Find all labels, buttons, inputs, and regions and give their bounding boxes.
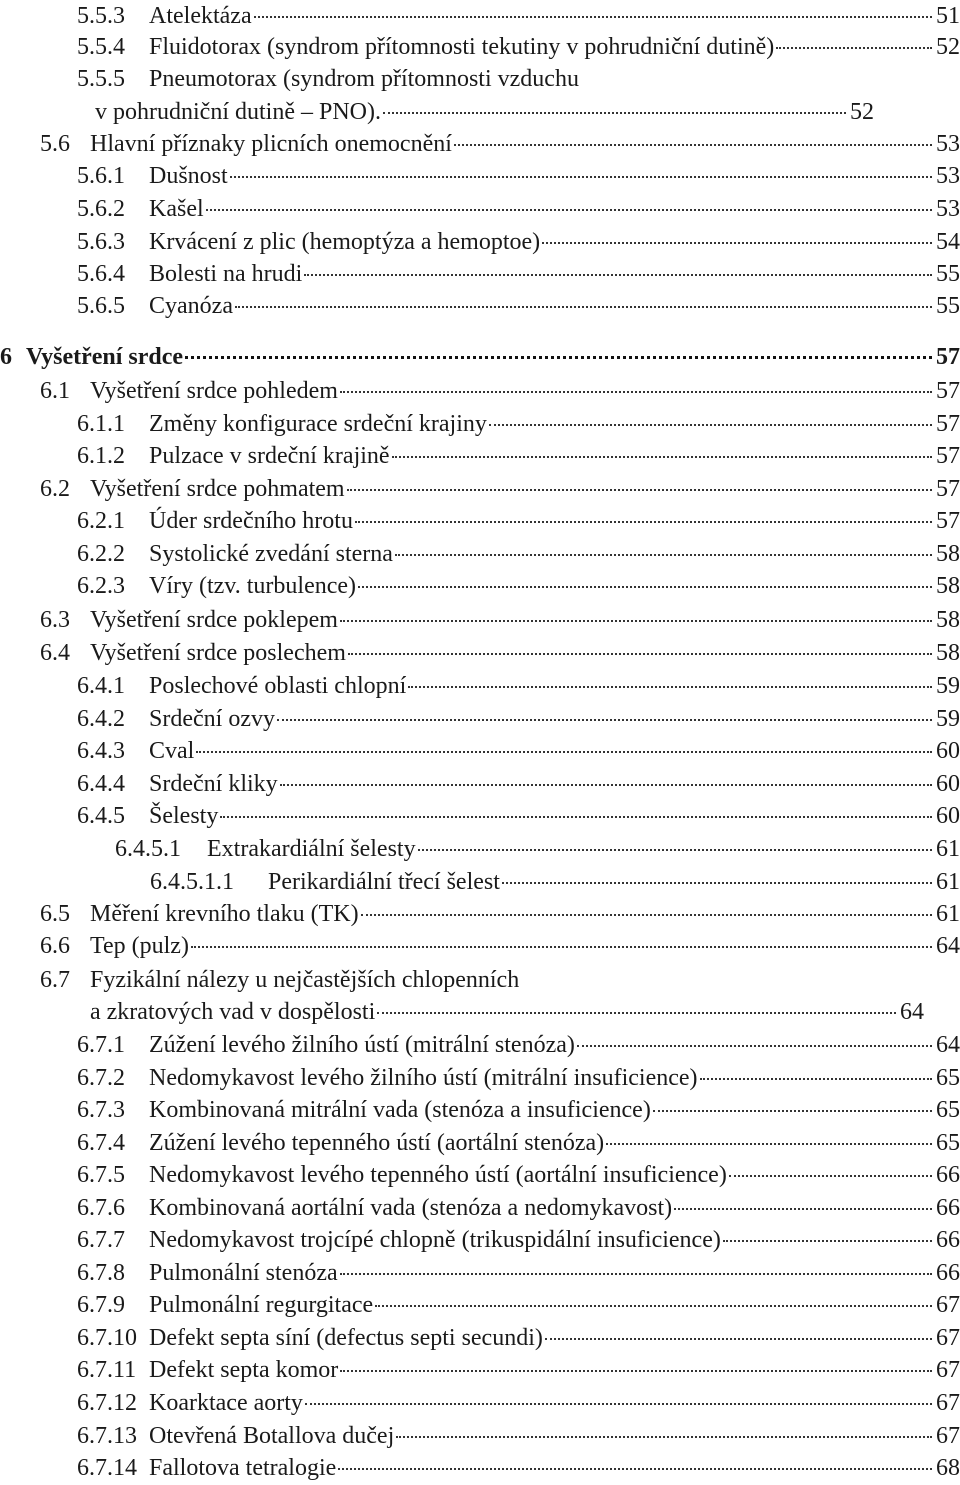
dot-leader xyxy=(454,144,932,146)
entry-number: 6.7 xyxy=(40,967,70,993)
toc-entry[interactable] xyxy=(0,930,960,962)
entry-title: Tep (pulz) xyxy=(90,933,189,959)
entry-page-number: 54 xyxy=(936,229,960,255)
toc-entry[interactable] xyxy=(0,703,960,735)
entry-title: Nedomykavost trojcípé chlopně (trikuspidální insuficience) xyxy=(149,1227,721,1253)
entry-title: Vyšetření srdce pohledem xyxy=(90,378,338,404)
entry-title: Extrakardiální šelesty xyxy=(207,836,416,862)
entry-title: Úder srdečního hrotu xyxy=(149,508,353,534)
dot-leader xyxy=(502,882,932,884)
dot-leader xyxy=(338,1468,932,1470)
toc-entry[interactable] xyxy=(0,1322,960,1354)
entry-title: Fallotova tetralogie xyxy=(149,1455,337,1481)
toc-entry[interactable] xyxy=(0,604,960,636)
entry-number: 6.7.2 xyxy=(77,1065,125,1091)
toc-entry[interactable] xyxy=(0,670,960,702)
toc-entry[interactable] xyxy=(0,898,960,930)
toc-entry[interactable] xyxy=(0,160,960,192)
entry-title: Koarktace aorty xyxy=(149,1390,303,1416)
entry-number: 6.4.5.1.1 xyxy=(150,869,234,895)
dot-leader xyxy=(340,1370,932,1372)
entry-page-number: 67 xyxy=(936,1357,960,1383)
toc-entry[interactable] xyxy=(0,505,960,537)
entry-page-number: 64 xyxy=(900,999,924,1025)
entry-page-number: 57 xyxy=(936,378,960,404)
entry-title: Srdeční kliky xyxy=(149,771,278,797)
entry-number: 5.6.5 xyxy=(77,293,125,319)
entry-title: Kombinovaná aortální vada (stenóza a nedomykavost) xyxy=(149,1195,673,1221)
toc-entry[interactable] xyxy=(0,63,960,95)
dot-leader xyxy=(340,620,932,622)
entry-page-number: 67 xyxy=(936,1325,960,1351)
dot-leader xyxy=(196,751,932,753)
toc-entry[interactable] xyxy=(0,375,960,407)
entry-title: v pohrudniční dutině – PNO). xyxy=(95,99,381,125)
entry-title: Kombinovaná mitrální vada (stenóza a insuficience) xyxy=(149,1097,651,1123)
entry-page-number: 58 xyxy=(936,573,960,599)
dot-leader xyxy=(185,356,932,359)
entry-page-number: 59 xyxy=(936,706,960,732)
dot-leader xyxy=(377,1012,896,1014)
entry-number: 6.1 xyxy=(40,378,70,404)
entry-title: Nedomykavost levého tepenného ústí (aortální insuficience) xyxy=(149,1162,727,1188)
toc-entry[interactable] xyxy=(0,637,960,669)
dot-leader xyxy=(392,456,932,458)
toc-entry[interactable] xyxy=(0,473,960,505)
dot-leader xyxy=(340,391,932,393)
toc-entry[interactable] xyxy=(0,735,960,767)
entry-page-number: 60 xyxy=(936,738,960,764)
entry-title: Zúžení levého tepenného ústí (aortální stenóza) xyxy=(149,1130,605,1156)
dot-leader xyxy=(545,1338,932,1340)
entry-number: 6.7.4 xyxy=(77,1130,125,1156)
entry-title: Pulmonální regurgitace xyxy=(149,1292,374,1318)
entry-title: Měření krevního tlaku (TK) xyxy=(90,901,359,927)
toc-entry[interactable] xyxy=(0,538,960,570)
entry-page-number: 60 xyxy=(936,771,960,797)
dot-leader xyxy=(674,1208,932,1210)
entry-number: 6.7.5 xyxy=(77,1162,125,1188)
toc-entry[interactable] xyxy=(0,408,960,440)
entry-title: Změny konfigurace srdeční krajiny xyxy=(149,411,487,437)
toc-entry[interactable] xyxy=(0,1224,960,1256)
toc-entry[interactable] xyxy=(0,996,960,1028)
entry-title: Kašel xyxy=(149,196,204,222)
entry-page-number: 66 xyxy=(936,1260,960,1286)
toc-entry[interactable] xyxy=(0,341,960,373)
entry-title: Defekt septa síní (defectus septi secundi) xyxy=(149,1325,543,1351)
entry-title: Systolické zvedání sterna xyxy=(149,541,393,567)
dot-leader xyxy=(383,112,846,114)
entry-number: 6.7.1 xyxy=(77,1032,125,1058)
dot-leader xyxy=(304,274,932,276)
toc-entry[interactable] xyxy=(0,1257,960,1289)
entry-number: 5.5.3 xyxy=(77,3,125,29)
entry-number: 5.5.4 xyxy=(77,34,125,60)
dot-leader xyxy=(395,554,932,556)
dot-leader xyxy=(729,1175,932,1177)
entry-number: 6 xyxy=(0,344,12,370)
toc-entry[interactable] xyxy=(0,1289,960,1321)
entry-number: 6.7.8 xyxy=(77,1260,125,1286)
entry-number: 6.2.2 xyxy=(77,541,125,567)
dot-leader xyxy=(235,306,932,308)
entry-title: Vyšetření srdce pohmatem xyxy=(90,476,345,502)
entry-title: Šelesty xyxy=(149,803,219,829)
toc-entry[interactable] xyxy=(0,0,960,32)
entry-page-number: 51 xyxy=(936,3,960,29)
toc-entry[interactable] xyxy=(0,1062,960,1094)
entry-title: Krvácení z plic (hemoptýza a hemoptoe) xyxy=(149,229,541,255)
toc-entry[interactable] xyxy=(0,1420,960,1452)
entry-page-number: 64 xyxy=(936,1032,960,1058)
entry-page-number: 66 xyxy=(936,1162,960,1188)
entry-number: 6.2.1 xyxy=(77,508,125,534)
entry-title: Atelektáza xyxy=(149,3,252,29)
dot-leader xyxy=(396,1436,932,1438)
dot-leader xyxy=(418,849,932,851)
entry-page-number: 59 xyxy=(936,673,960,699)
entry-title: Fyzikální nálezy u nejčastějších chlopenních xyxy=(90,967,520,993)
entry-number: 6.4.4 xyxy=(77,771,125,797)
dot-leader xyxy=(723,1240,932,1242)
toc-entry[interactable] xyxy=(0,1127,960,1159)
toc-entry[interactable] xyxy=(0,866,960,898)
entry-number: 6.4.3 xyxy=(77,738,125,764)
entry-page-number: 65 xyxy=(936,1065,960,1091)
entry-number: 6.7.3 xyxy=(77,1097,125,1123)
entry-title: Otevřená Botallova dučej xyxy=(149,1423,395,1449)
entry-title: Vyšetření srdce poslechem xyxy=(90,640,346,666)
entry-page-number: 57 xyxy=(936,344,960,370)
dot-leader xyxy=(408,686,932,688)
toc-entry[interactable] xyxy=(0,1354,960,1386)
dot-leader xyxy=(254,16,932,18)
dot-leader xyxy=(220,816,932,818)
entry-page-number: 53 xyxy=(936,163,960,189)
entry-page-number: 67 xyxy=(936,1423,960,1449)
toc-entry[interactable] xyxy=(0,226,960,258)
toc-entry[interactable] xyxy=(0,193,960,225)
entry-number: 5.5.5 xyxy=(77,66,125,92)
entry-page-number: 58 xyxy=(936,607,960,633)
dot-leader xyxy=(355,521,932,523)
entry-number: 5.6.2 xyxy=(77,196,125,222)
entry-title: Srdeční ozvy xyxy=(149,706,275,732)
entry-number: 6.4.2 xyxy=(77,706,125,732)
dot-leader xyxy=(375,1305,932,1307)
entry-title: Vyšetření srdce poklepem xyxy=(90,607,338,633)
entry-number: 6.7.13 xyxy=(77,1423,137,1449)
entry-number: 5.6.1 xyxy=(77,163,125,189)
entry-number: 6.6 xyxy=(40,933,70,959)
dot-leader xyxy=(347,489,932,491)
entry-title: Cyanóza xyxy=(149,293,233,319)
entry-title: Zúžení levého žilního ústí (mitrální stenóza) xyxy=(149,1032,575,1058)
dot-leader xyxy=(340,1273,932,1275)
entry-title: Víry (tzv. turbulence) xyxy=(149,573,357,599)
toc-entry[interactable] xyxy=(0,800,960,832)
entry-page-number: 65 xyxy=(936,1130,960,1156)
entry-page-number: 55 xyxy=(936,293,960,319)
dot-leader xyxy=(577,1045,932,1047)
toc-entry[interactable] xyxy=(0,570,960,602)
entry-title: Defekt septa komor xyxy=(149,1357,339,1383)
entry-page-number: 58 xyxy=(936,640,960,666)
entry-page-number: 65 xyxy=(936,1097,960,1123)
entry-title: Vyšetření srdce xyxy=(26,344,184,370)
entry-page-number: 67 xyxy=(936,1390,960,1416)
entry-title: Pulzace v srdeční krajině xyxy=(149,443,390,469)
entry-page-number: 61 xyxy=(936,836,960,862)
entry-number: 6.7.14 xyxy=(77,1455,137,1481)
entry-number: 6.4.1 xyxy=(77,673,125,699)
dot-leader xyxy=(230,176,932,178)
entry-page-number: 61 xyxy=(936,901,960,927)
entry-title: Cval xyxy=(149,738,195,764)
entry-page-number: 52 xyxy=(936,34,960,60)
toc-entry[interactable] xyxy=(0,96,960,128)
toc-entry[interactable] xyxy=(0,768,960,800)
entry-page-number: 55 xyxy=(936,261,960,287)
entry-title: Poslechové oblasti chlopní xyxy=(149,673,407,699)
toc-entry[interactable] xyxy=(0,1159,960,1191)
toc-entry[interactable] xyxy=(0,440,960,472)
entry-title: Perikardiální třecí šelest xyxy=(268,869,500,895)
entry-page-number: 53 xyxy=(936,196,960,222)
entry-page-number: 57 xyxy=(936,443,960,469)
entry-number: 6.7.10 xyxy=(77,1325,137,1351)
entry-title: Nedomykavost levého žilního ústí (mitrální insuficience) xyxy=(149,1065,698,1091)
entry-number: 6.1.2 xyxy=(77,443,125,469)
dot-leader xyxy=(776,47,932,49)
dot-leader xyxy=(206,209,932,211)
dot-leader xyxy=(305,1403,932,1405)
toc-entry[interactable] xyxy=(0,1192,960,1224)
entry-number: 6.5 xyxy=(40,901,70,927)
entry-number: 6.4.5 xyxy=(77,803,125,829)
toc-entry[interactable] xyxy=(0,290,960,322)
toc-entry[interactable] xyxy=(0,1452,960,1484)
toc-entry[interactable] xyxy=(0,128,960,160)
dot-leader xyxy=(191,946,932,948)
entry-number: 6.4 xyxy=(40,640,70,666)
toc-entry[interactable] xyxy=(0,1387,960,1419)
dot-leader xyxy=(700,1078,932,1080)
dot-leader xyxy=(489,424,932,426)
entry-page-number: 67 xyxy=(936,1292,960,1318)
entry-number: 6.7.12 xyxy=(77,1390,137,1416)
entry-title: Hlavní příznaky plicních onemocnění xyxy=(90,131,452,157)
entry-number: 6.3 xyxy=(40,607,70,633)
dot-leader xyxy=(653,1110,932,1112)
entry-page-number: 57 xyxy=(936,508,960,534)
dot-leader xyxy=(358,586,932,588)
entry-page-number: 58 xyxy=(936,541,960,567)
entry-page-number: 64 xyxy=(936,933,960,959)
entry-title: a zkratových vad v dospělosti xyxy=(90,999,376,1025)
dot-leader xyxy=(361,914,932,916)
toc-entry[interactable] xyxy=(0,833,960,865)
entry-title: Pneumotorax (syndrom přítomnosti vzduchu xyxy=(149,66,579,92)
toc-entry[interactable] xyxy=(0,964,960,996)
entry-page-number: 52 xyxy=(850,99,874,125)
dot-leader xyxy=(348,653,932,655)
entry-title: Bolesti na hrudi xyxy=(149,261,303,287)
entry-page-number: 57 xyxy=(936,411,960,437)
dot-leader xyxy=(277,719,932,721)
toc-entry[interactable] xyxy=(0,1094,960,1126)
entry-page-number: 66 xyxy=(936,1195,960,1221)
entry-page-number: 66 xyxy=(936,1227,960,1253)
entry-number: 6.1.1 xyxy=(77,411,125,437)
entry-page-number: 60 xyxy=(936,803,960,829)
entry-page-number: 57 xyxy=(936,476,960,502)
entry-page-number: 53 xyxy=(936,131,960,157)
dot-leader xyxy=(542,242,932,244)
dot-leader xyxy=(606,1143,932,1145)
toc-entry[interactable] xyxy=(0,1029,960,1061)
toc-entry[interactable] xyxy=(0,31,960,63)
entry-number: 5.6.3 xyxy=(77,229,125,255)
entry-number: 6.4.5.1 xyxy=(115,836,181,862)
entry-number: 6.2.3 xyxy=(77,573,125,599)
entry-title: Fluidotorax (syndrom přítomnosti tekutiny v pohrudniční dutině) xyxy=(149,34,775,60)
entry-number: 5.6 xyxy=(40,131,70,157)
entry-page-number: 68 xyxy=(936,1455,960,1481)
entry-number: 6.7.11 xyxy=(77,1357,137,1383)
entry-number: 6.7.6 xyxy=(77,1195,125,1221)
entry-number: 6.7.7 xyxy=(77,1227,125,1253)
entry-number: 6.2 xyxy=(40,476,70,502)
entry-page-number: 61 xyxy=(936,869,960,895)
entry-title: Pulmonální stenóza xyxy=(149,1260,338,1286)
entry-number: 6.7.9 xyxy=(77,1292,125,1318)
entry-number: 5.6.4 xyxy=(77,261,125,287)
toc-entry[interactable] xyxy=(0,258,960,290)
entry-title: Dušnost xyxy=(149,163,228,189)
dot-leader xyxy=(280,784,932,786)
